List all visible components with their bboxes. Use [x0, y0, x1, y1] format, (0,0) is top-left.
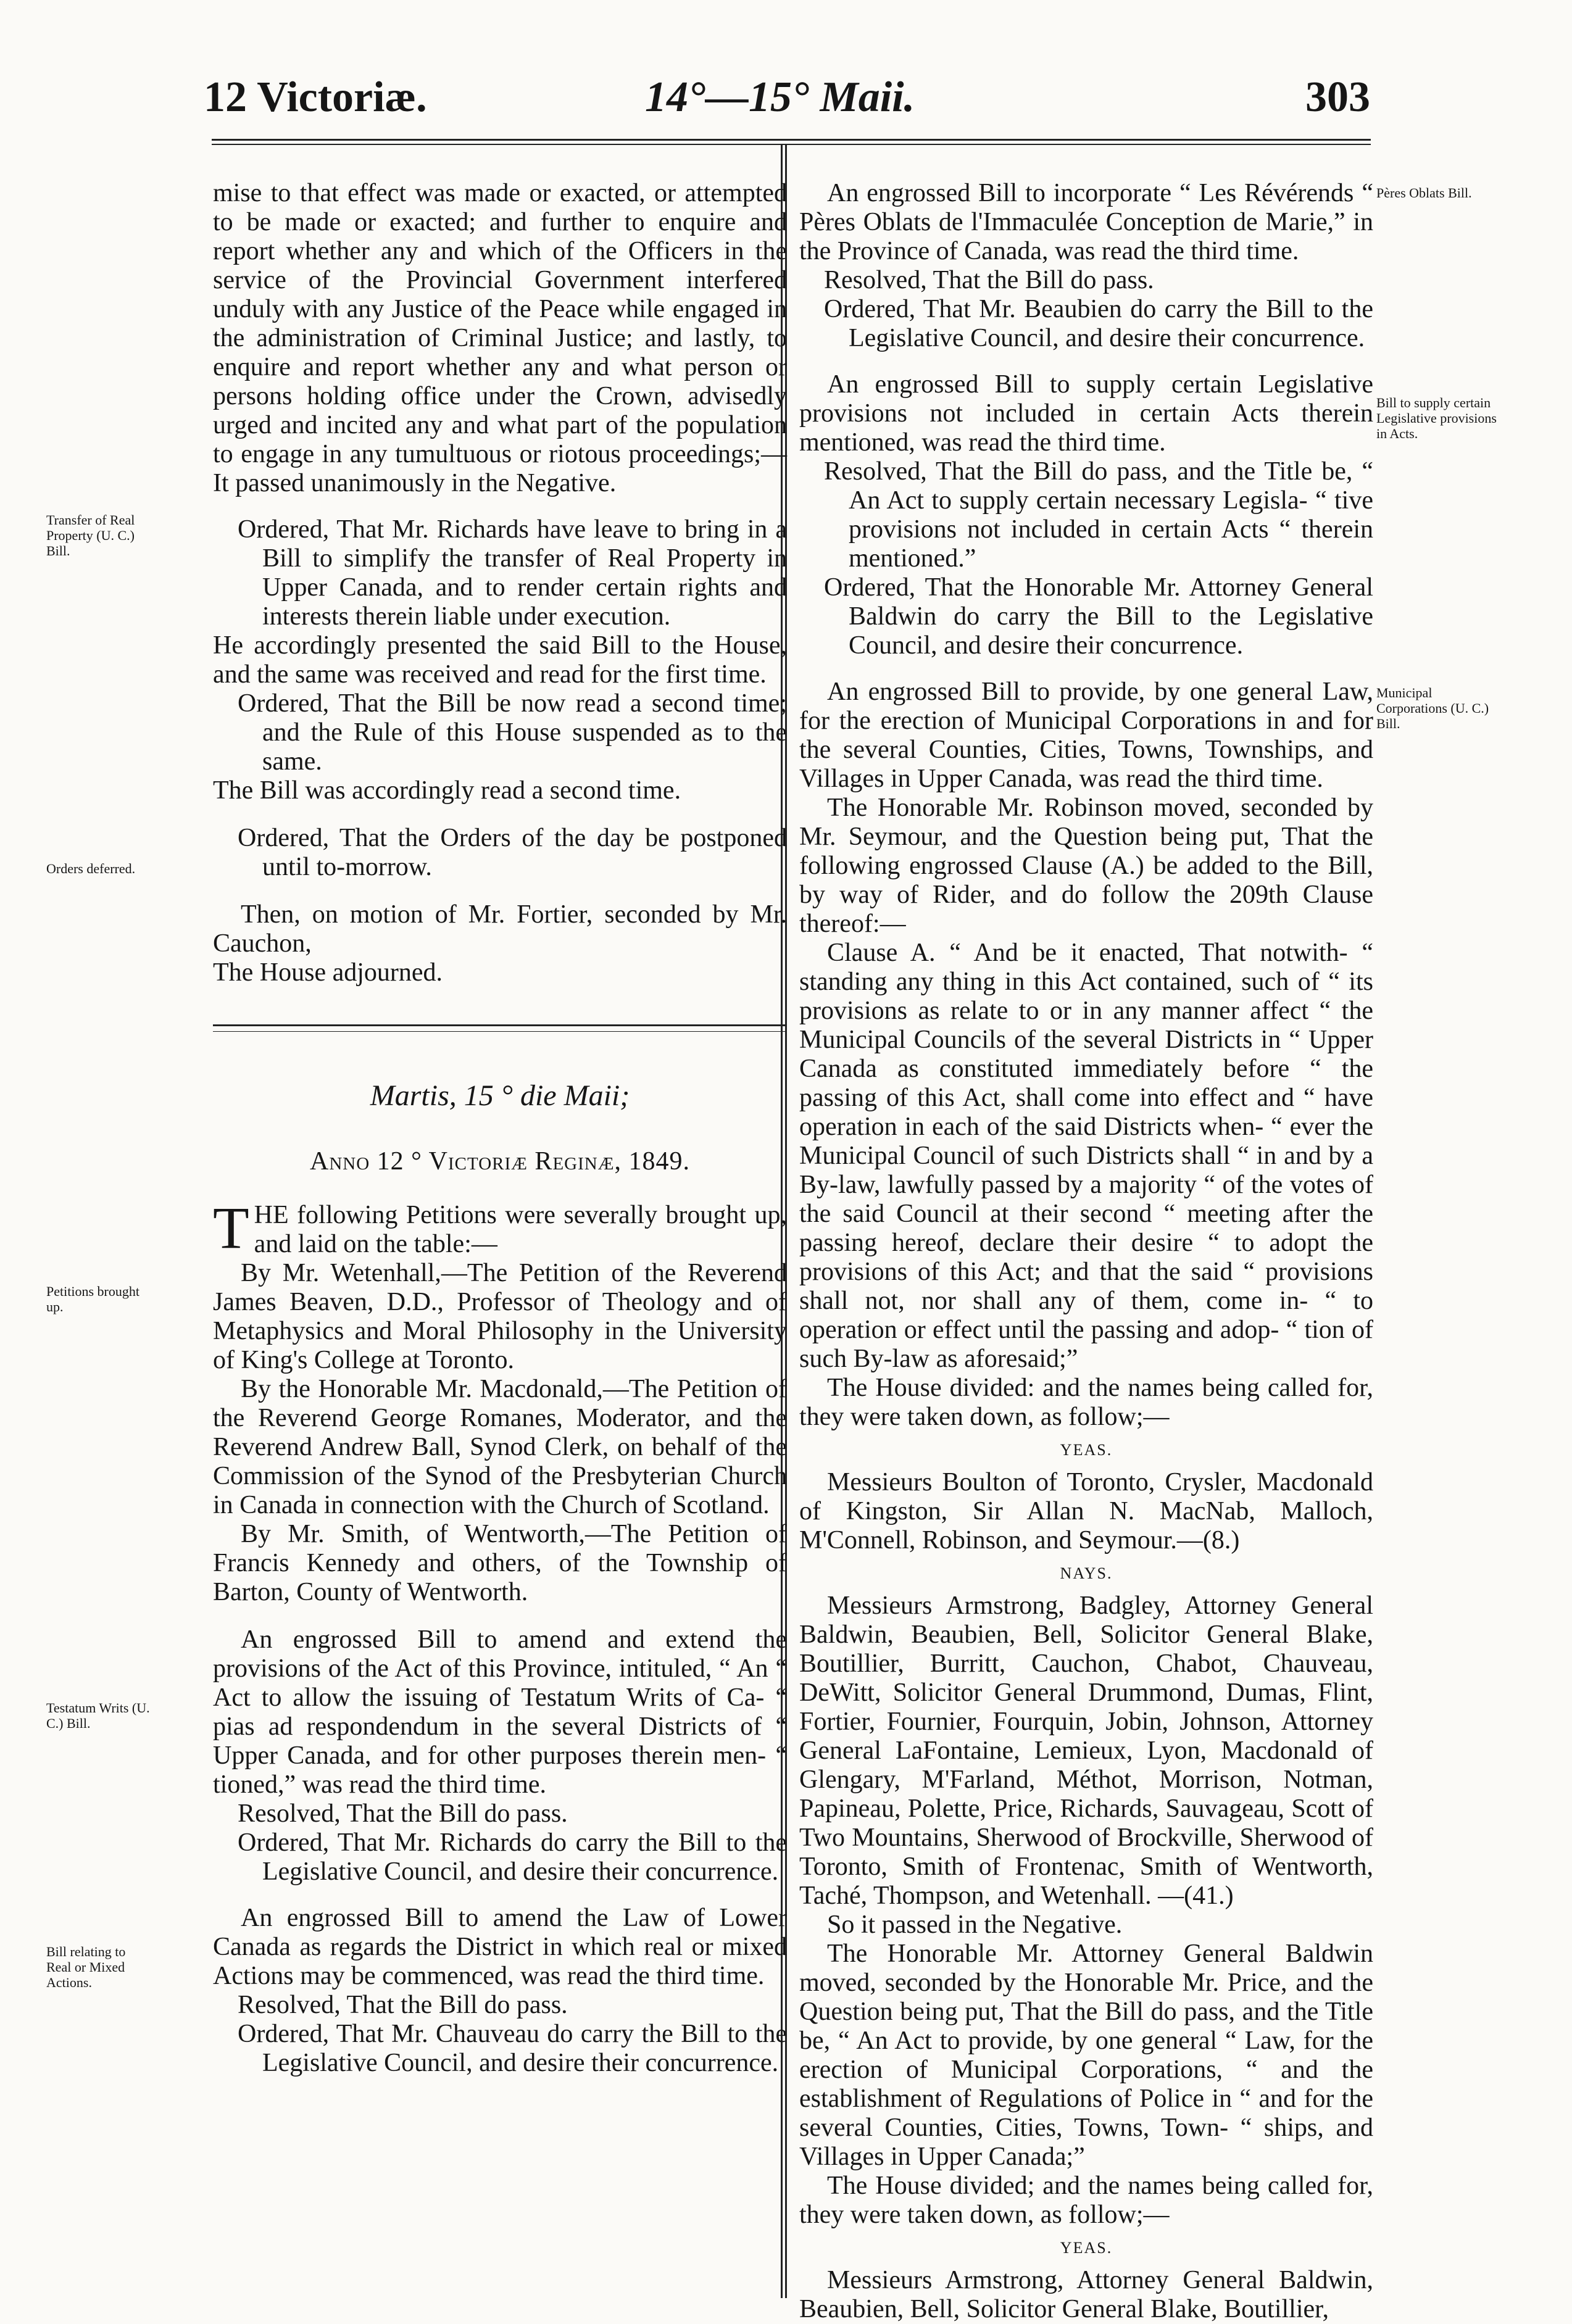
- paragraph: By the Honorable Mr. Macdonald,—The Petition of the Reverend George Romanes, Moderator, and the Reverend Andrew Ball, Synod Clerk, on behalf of the Commission of the Synod of the Presbyterian Church in Canada in connection with the Church of Scotland.: [213, 1375, 787, 1519]
- paragraph: Messieurs Armstrong, Attorney General Baldwin, Beaubien, Bell, Solicitor General Blake, Boutillier,: [799, 2266, 1373, 2323]
- petitions-intro-text: HE following Petitions were severally brought up, and laid on the table:—: [254, 1201, 787, 1258]
- paragraph: An engrossed Bill to supply certain Legislative provisions not included in certain Acts therein mentioned, was read the third time.: [799, 370, 1373, 457]
- header-regnal-year: 12 Victoriæ.: [204, 73, 427, 121]
- paragraph: Then, on motion of Mr. Fortier, seconded by Mr. Cauchon,: [213, 900, 787, 958]
- paragraph: Ordered, That Mr. Beaubien do carry the Bill to the Legislative Council, and desire their concurrence.: [824, 295, 1373, 352]
- paragraph: The House divided: and the names being called for, they were taken down, as follow;—: [799, 1374, 1373, 1431]
- paragraph: Resolved, That the Bill do pass.: [824, 266, 1154, 294]
- paragraph: Ordered, That Mr. Chauveau do carry the Bill to the Legislative Council, and desire their concurrence.: [238, 2020, 787, 2077]
- paragraph: An engrossed Bill to amend the Law of Lower Canada as regards the District in which real or mixed Actions may be commenced, was read the third time.: [213, 1904, 787, 1990]
- margin-note-legislative-provisions: Bill to supply certain Legislative provisions in Acts.: [1376, 395, 1497, 441]
- section-rule-thin: [213, 1031, 787, 1032]
- paragraph: The Bill was accordingly read a second time.: [213, 776, 681, 805]
- right-column: [799, 179, 1373, 2324]
- margin-note-real-mixed-actions: Bill relating to Real or Mixed Actions.: [46, 1944, 126, 1990]
- margin-note-peres-oblats: Pères Oblats Bill.: [1376, 185, 1472, 201]
- paragraph: Ordered, That Mr. Richards do carry the Bill to the Legislative Council, and desire their concurrence.: [238, 1828, 787, 1886]
- paragraph: Resolved, That the Bill do pass.: [238, 1991, 568, 2019]
- yeas-heading: YEAS.: [1060, 1441, 1113, 1459]
- margin-note-testatum-writs: Testatum Writs (U. C.) Bill.: [46, 1700, 150, 1731]
- paragraph: Ordered, That Mr. Richards have leave to bring in a Bill to simplify the transfer of Real Property in Upper Canada, and to render certain rights and interests therein liable under execution.: [238, 515, 787, 631]
- header-rule-thick: [212, 139, 1371, 141]
- anno-heading: Anno 12 ° Victoriæ Reginæ, 1849.: [309, 1147, 690, 1176]
- margin-note-orders-deferred: Orders deferred.: [46, 861, 136, 876]
- drop-cap: T: [213, 1195, 249, 1261]
- paragraph: An engrossed Bill to amend and extend the provisions of the Act of this Province, intituled, “ An “ Act to allow the issuing of Testatum Writs of Ca- “ pias ad respondendum in the several Districts of “ Upper Canada, and for other purposes therein men- “ tioned,” was read the third time.: [213, 1625, 787, 1799]
- paragraph: Clause A. “ And be it enacted, That notwith- “ standing any thing in this Act contained, such of “ its provisions as relate to or in any manner affect “ the Municipal Councils of the several Districts in “ Upper Canada as constituted immediately before “ the passing of this Act, shall come into effect and “ have operation in each of the said Districts when- “ ever the Municipal Council of such Districts shall “ in and by a By-law, lawfully passed by a majority “ of the votes of the said Council at their second “ meeting after the passing hereof, declare their desire “ to adopt the provisions of this Act; and that the said “ provisions shall not, nor shall any of them, come in- “ to operation or effect until the passing and adop- “ tion of such By-law as aforesaid;”: [799, 939, 1373, 1373]
- header-date-text: 14°—15° Maii.: [645, 73, 915, 121]
- paragraph: Ordered, That the Honorable Mr. Attorney General Baldwin do carry the Bill to the Legislative Council, and desire their concurrence.: [824, 573, 1373, 660]
- header-rule-thin: [212, 144, 1371, 145]
- paragraph: The Honorable Mr. Robinson moved, seconded by Mr. Seymour, and the Question being put, That the following engrossed Clause (A.) be added to the Bill, by way of Rider, and do follow the 209th Clause thereof:—: [799, 794, 1373, 938]
- paragraph: Ordered, That the Bill be now read a second time; and the Rule of this House suspended as to the same.: [238, 689, 787, 776]
- margin-note-petitions: Petitions brought up.: [46, 1284, 139, 1314]
- paragraph: The House adjourned.: [213, 958, 443, 987]
- paragraph: Messieurs Armstrong, Badgley, Attorney General Baldwin, Beaubien, Bell, Solicitor General Blake, Boutillier, Burritt, Cauchon, Chabot, Chauveau, DeWitt, Solicitor General Drummond, Dumas, Flint, Fortier, Fournier, Fourquin, Jobin, Johnson, Attorney General LaFontaine, Lemieux, Lyon, Macdonald of Glengary, M'Farland, Méthot, Morrison, Notman, Papineau, Polette, Price, Richards, Sauvageau, Scott of Two Mountains, Sherwood of Brockville, Sherwood of Toronto, Smith of Frontenac, Smith of Wentworth, Taché, Thompson, and Wetenhall. —(41.): [799, 1592, 1373, 1910]
- paragraph: Resolved, That the Bill do pass.: [238, 1799, 568, 1828]
- paragraph: By Mr. Wetenhall,—The Petition of the Reverend James Beaven, D.D., Professor of Theology and of Metaphysics and Moral Philosophy in the University of King's College at Toronto.: [213, 1259, 787, 1374]
- paragraph: An engrossed Bill to incorporate “ Les Révérends “ Pères Oblats de l'Immaculée Conception de Marie,” in the Province of Canada, was read the third time.: [799, 179, 1373, 265]
- page-number: 303: [1305, 73, 1370, 121]
- margin-note-transfer-real-property: Transfer of Real Property (U. C.) Bill.: [46, 512, 135, 558]
- paragraph: mise to that effect was made or exacted, or attempted to be made or exacted; and further to enquire and report whether any and which of the Officers in the service of the Provincial Government interfered unduly with any Justice of the Peace while engaged in the administration of Criminal Justice; and lastly, to enquire and report whether any and what person or persons holding office under the Crown, advisedly urged and incited any and what part of the population to engage in any tumultuous or riotous proceedings;—It passed unanimously in the Negative.: [213, 179, 787, 497]
- paragraph: Ordered, That the Orders of the day be postponed until to-morrow.: [238, 824, 787, 881]
- paragraph: He accordingly presented the said Bill to the House, and the same was received and read for the first time.: [213, 631, 787, 689]
- yeas-heading-2: YEAS.: [1060, 2239, 1113, 2257]
- nays-heading: NAYS.: [1060, 1564, 1113, 1582]
- paragraph: Resolved, That the Bill do pass, and the Title be, “ An Act to supply certain necessary Legisla- “ tive provisions not included in certain Acts “ therein mentioned.”: [824, 457, 1373, 573]
- left-column: [213, 179, 787, 2078]
- section-rule-thick: [213, 1024, 787, 1026]
- paragraph: Messieurs Boulton of Toronto, Crysler, Macdonald of Kingston, Sir Allan N. MacNab, Malloch, M'Connell, Robinson, and Seymour.—(8.): [799, 1468, 1373, 1554]
- petitions-intro: [213, 1195, 787, 1261]
- paragraph: By Mr. Smith, of Wentworth,—The Petition of Francis Kennedy and others, of the Township of Barton, County of Wentworth.: [213, 1520, 787, 1606]
- margin-note-municipal-corporations: Municipal Corporations (U. C.) Bill.: [1376, 685, 1489, 731]
- header-date: [645, 73, 915, 122]
- date-heading: Martis, 15 ° die Maii;: [370, 1079, 630, 1112]
- page-header: [0, 73, 1572, 128]
- paragraph: So it passed in the Negative.: [827, 1911, 1123, 1939]
- paragraph: The House divided; and the names being called for, they were taken down, as follow;—: [799, 2172, 1373, 2229]
- paragraph: The Honorable Mr. Attorney General Baldwin moved, seconded by the Honorable Mr. Price, and the Question being put, That the Bill do pass, and the Title be, “ An Act to provide, by one general “ Law, for the erection of Municipal Corporations, “ and the establishment of Regulations of Police in “ and for the several Counties, Cities, Towns, Town- “ ships, and Villages in Upper Canada;”: [799, 1940, 1373, 2171]
- paragraph: An engrossed Bill to provide, by one general Law, for the erection of Municipal Corporations in and for the several Counties, Cities, Towns, Townships, and Villages in Upper Canada, was read the third time.: [799, 678, 1373, 793]
